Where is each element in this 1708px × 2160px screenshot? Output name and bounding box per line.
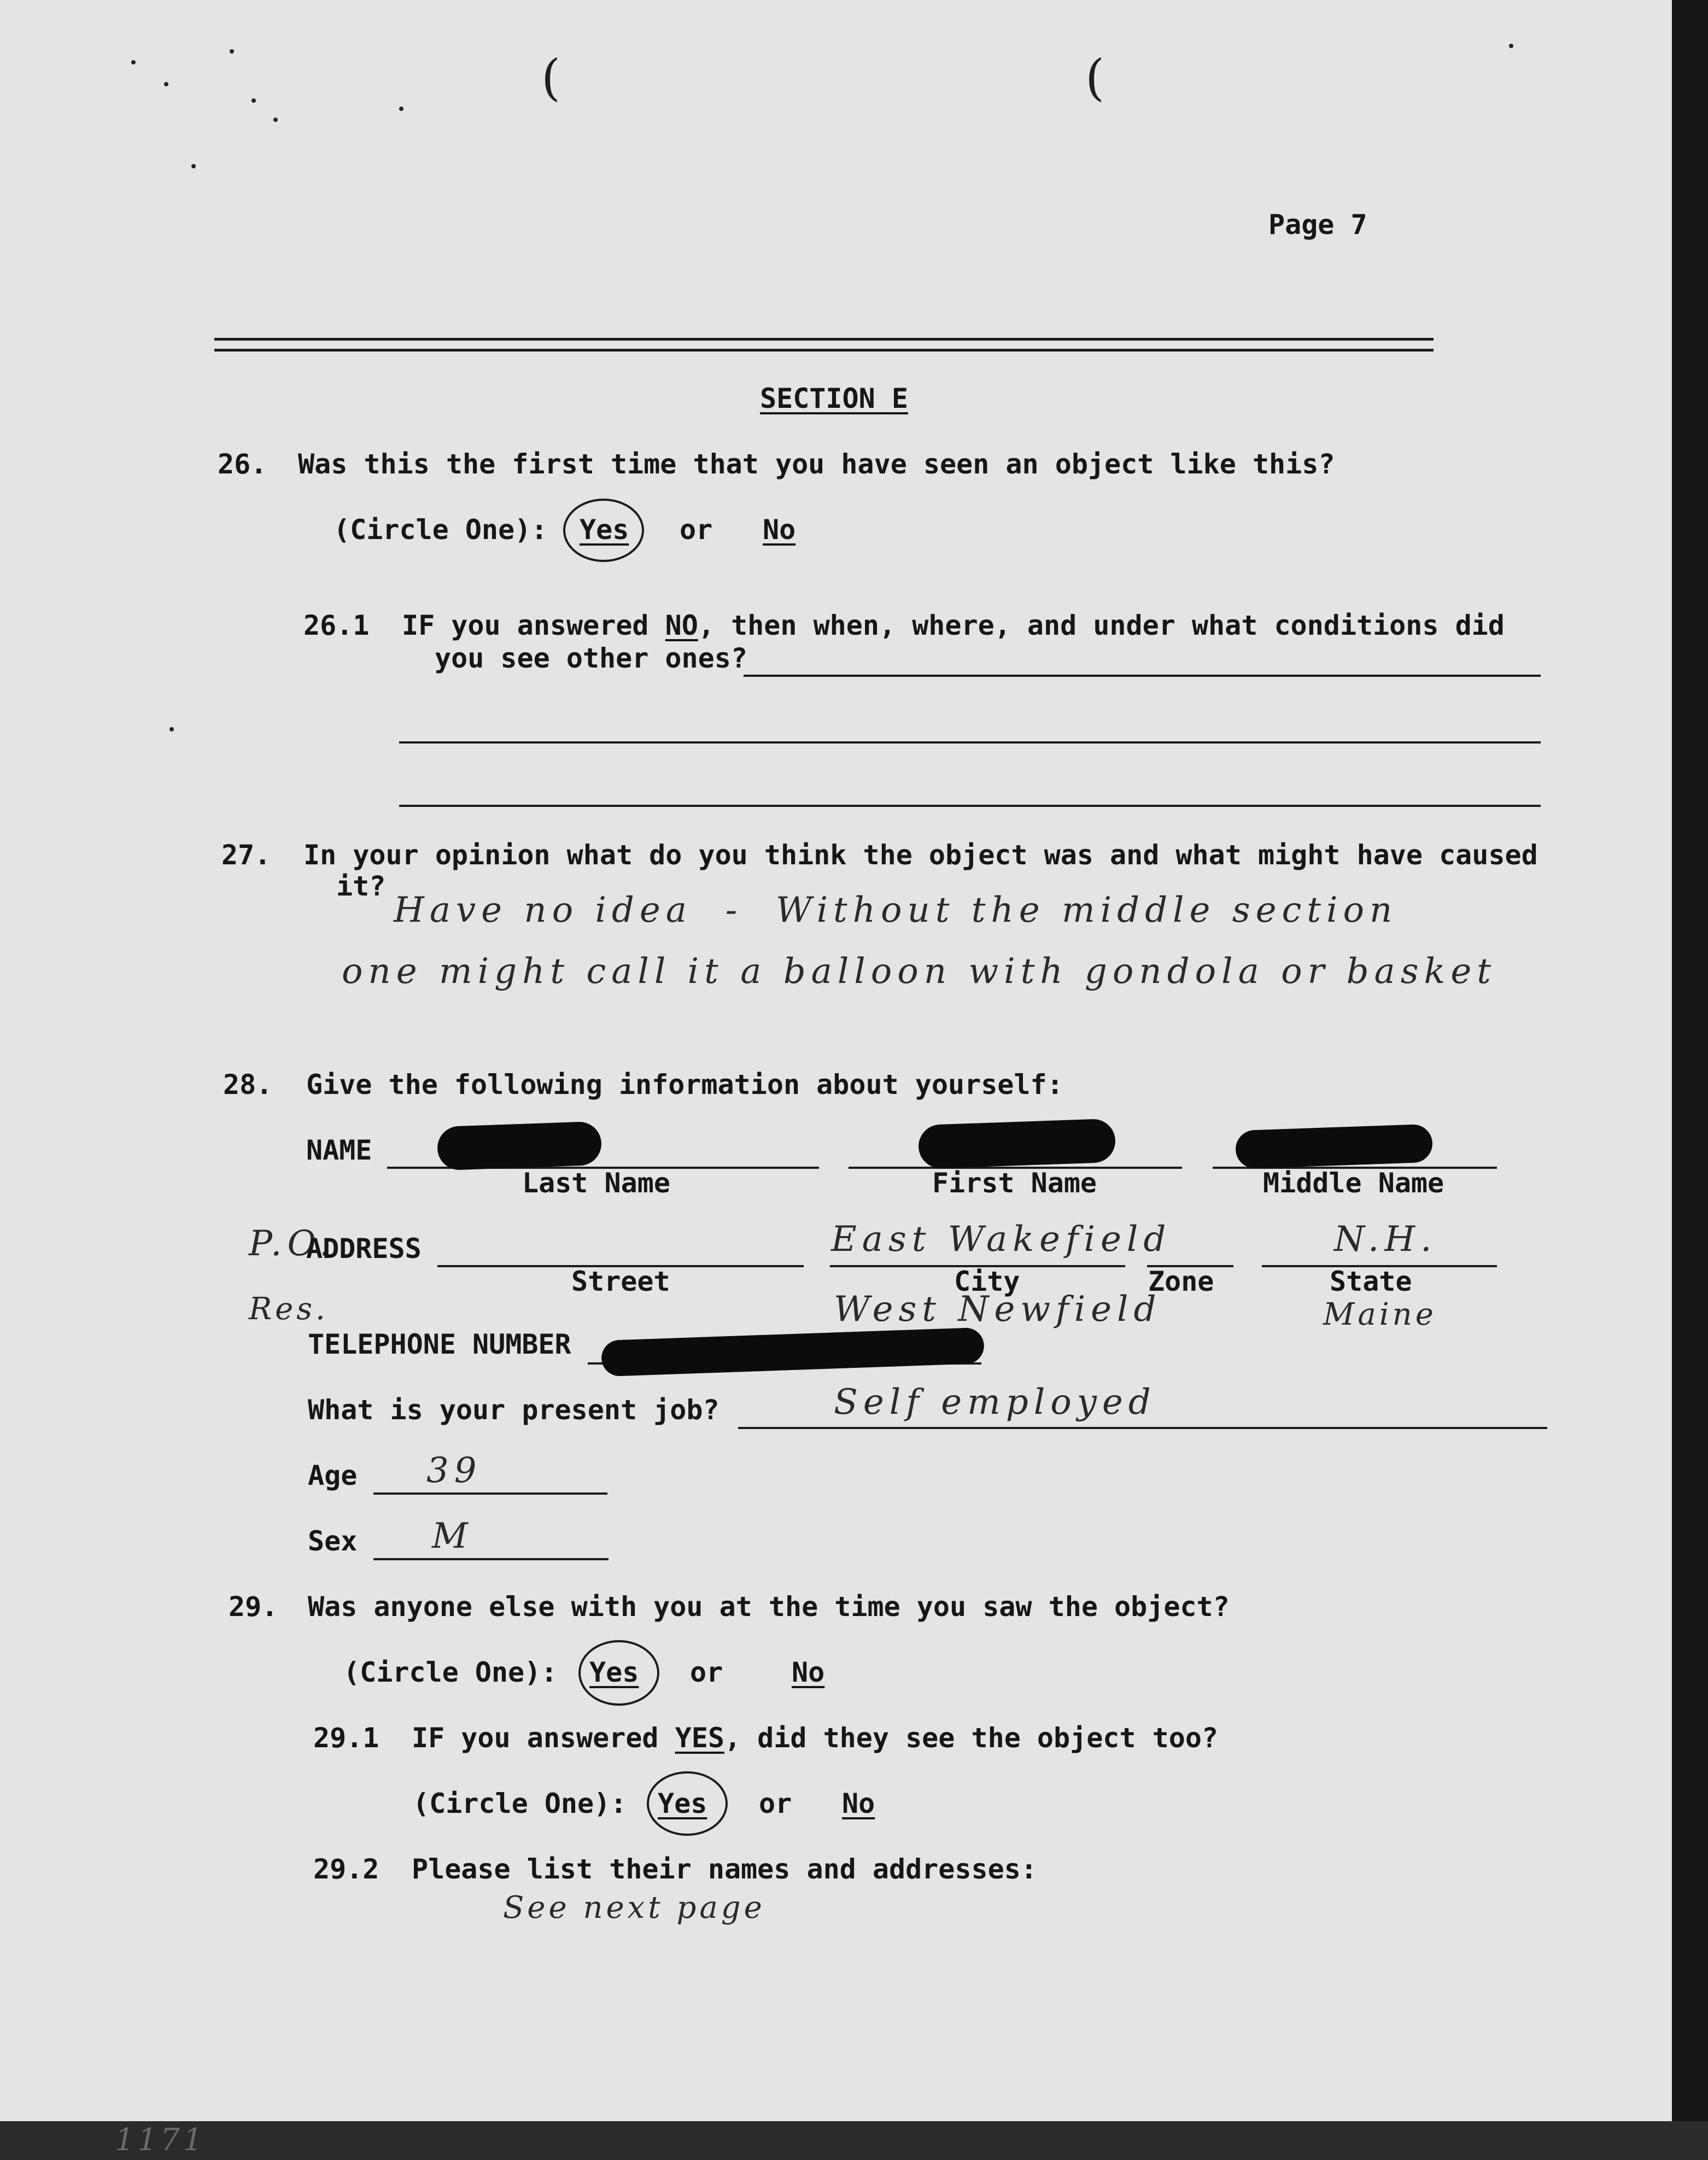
q26-yes-option[interactable]: Yes (580, 514, 629, 546)
middle-name-label: Middle Name (1263, 1167, 1444, 1199)
job-value[interactable]: Self employed (834, 1382, 1156, 1423)
res-state-value[interactable]: Maine (1323, 1297, 1437, 1332)
scan-speck (191, 164, 196, 168)
q26-1-text-pre: IF you answered (402, 610, 665, 641)
q26-yes-circle (563, 499, 644, 562)
q29-circle-prompt: (Circle One): (343, 1656, 558, 1688)
scan-speck (1509, 44, 1513, 48)
q27-text-line2: it? (336, 870, 386, 902)
res-city-value[interactable]: West Newfield (834, 1289, 1162, 1330)
q29-2-text: Please list their names and addresses: (412, 1853, 1037, 1885)
q26-1-text-line2: you see other ones? (435, 642, 747, 674)
name-label: NAME (306, 1134, 372, 1166)
job-label: What is your present job? (308, 1394, 720, 1426)
address-city-value[interactable]: East Wakefield (831, 1219, 1172, 1260)
q28-text: Give the following information about yourself: (306, 1069, 1063, 1101)
city-label: City (954, 1266, 1020, 1297)
header-rule-bottom (214, 349, 1434, 352)
q26-1-number: 26.1 (303, 610, 370, 641)
q29-1-text-pre: IF you answered (412, 1722, 675, 1754)
q26-1-text-line1 (402, 610, 1505, 641)
q26-1-text-post: , then when, where, and under what conditions did (698, 610, 1505, 641)
redaction-last-name (437, 1121, 603, 1170)
q29-number: 29. (229, 1591, 278, 1623)
address-label: ADDRESS (306, 1233, 422, 1265)
q29-1-text-post: , did they see the object too? (724, 1722, 1219, 1754)
scan-border-right (1672, 0, 1708, 2160)
age-line[interactable] (373, 1492, 607, 1495)
q27-number: 27. (221, 839, 271, 871)
last-name-label: Last Name (522, 1167, 670, 1199)
telephone-label: TELEPHONE NUMBER (308, 1328, 571, 1360)
q29-1-or: or (759, 1788, 792, 1819)
section-title: SECTION E (760, 383, 908, 414)
q26-no-option[interactable]: No (763, 514, 796, 546)
q29-2-answer[interactable]: See next page (503, 1890, 765, 1925)
header-rule-top (214, 338, 1434, 341)
scan-speck (399, 107, 403, 111)
zone-label: Zone (1148, 1266, 1214, 1297)
q26-or: or (680, 514, 713, 546)
age-label: Age (308, 1460, 358, 1491)
q26-1-answer-line-1[interactable] (744, 675, 1541, 677)
q26-number: 26. (218, 448, 267, 480)
q27-text-line1: In your opinion what do you think the object was and what might have caused (303, 839, 1538, 871)
age-value[interactable]: 39 (426, 1450, 482, 1491)
q29-text: Was anyone else with you at the time you saw the object? (308, 1591, 1230, 1623)
q29-1-text-key: YES (675, 1722, 724, 1754)
q26-text: Was this the first time that you have seen an object like this? (298, 448, 1335, 480)
scan-speck (230, 49, 234, 54)
punch-mark-right: ( (1085, 49, 1105, 107)
redaction-first-name (918, 1119, 1116, 1169)
q26-1-answer-line-3[interactable] (399, 805, 1541, 807)
scan-speck (169, 727, 174, 731)
q28-number: 28. (223, 1069, 273, 1101)
q27-answer-line2[interactable]: one might call it a balloon with gondola or basket (342, 951, 1496, 992)
q26-circle-prompt: (Circle One): (334, 514, 548, 546)
q29-or: or (690, 1656, 723, 1688)
address-state-value[interactable]: N.H. (1334, 1219, 1437, 1260)
q29-1-yes-option[interactable]: Yes (658, 1788, 707, 1819)
scan-speck (131, 60, 136, 65)
q29-1-no-option[interactable]: No (842, 1788, 875, 1819)
q29-1-yes-circle (647, 1771, 728, 1836)
q29-no-option[interactable]: No (792, 1656, 825, 1688)
q29-1-number: 29.1 (313, 1722, 379, 1754)
state-label: State (1330, 1266, 1412, 1297)
q26-1-answer-line-2[interactable] (399, 741, 1541, 744)
street-label: Street (571, 1266, 670, 1297)
redaction-middle-name (1235, 1124, 1433, 1169)
sex-line[interactable] (373, 1558, 609, 1560)
scan-speck (273, 118, 278, 122)
job-line[interactable] (738, 1427, 1547, 1429)
q29-yes-circle (578, 1640, 659, 1706)
q26-1-text-key: NO (665, 610, 698, 641)
first-name-label: First Name (932, 1167, 1097, 1199)
margin-handwriting-bottom: 1171 (115, 2122, 206, 2158)
q29-2-number: 29.2 (313, 1853, 379, 1885)
punch-mark-left: ( (541, 49, 561, 107)
q29-1-text (412, 1722, 1218, 1754)
q29-1-circle-prompt: (Circle One): (413, 1788, 627, 1819)
scan-speck (164, 82, 168, 86)
q27-answer-line1[interactable]: Have no idea - Without the middle section (394, 890, 1398, 930)
sex-value[interactable]: M (432, 1516, 473, 1556)
res-prefix: Res. (249, 1291, 329, 1327)
q29-yes-option[interactable]: Yes (589, 1656, 639, 1688)
scan-speck (251, 98, 256, 103)
scan-border-bottom (0, 2121, 1708, 2160)
address-prefix-po: P.O. (249, 1224, 336, 1264)
page-number: Page 7 (1268, 209, 1367, 241)
sex-label: Sex (308, 1525, 358, 1557)
